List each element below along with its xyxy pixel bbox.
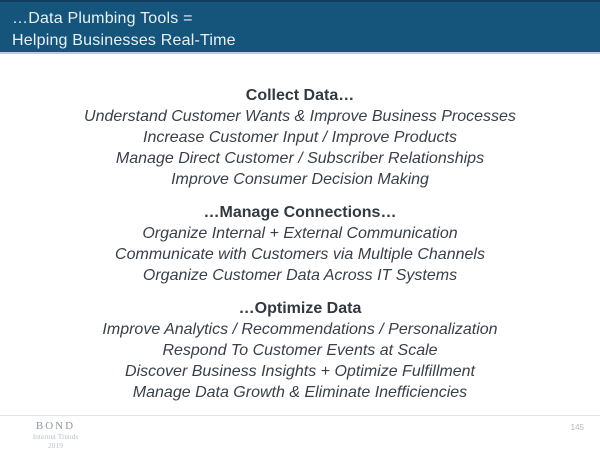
section-line: Increase Customer Input / Improve Products xyxy=(143,129,457,146)
slide-title-line2: Helping Businesses Real-Time xyxy=(12,32,236,49)
bond-logo-year: 2019 xyxy=(48,441,63,450)
section-line: Manage Direct Customer / Subscriber Relationships xyxy=(115,150,485,167)
footer-divider xyxy=(0,415,600,416)
section-line: Improve Consumer Decision Making xyxy=(171,171,429,188)
slide-body xyxy=(0,56,600,415)
bond-logo-subtitle: Internet Trends xyxy=(32,432,79,441)
section-line: Improve Analytics / Recommendations / Personalization xyxy=(102,321,498,338)
section-optimize-data xyxy=(0,298,600,403)
page-number: 145 xyxy=(570,423,584,432)
section-manage-connections xyxy=(0,202,600,286)
slide-title-line1: …Data Plumbing Tools = xyxy=(12,10,193,27)
section-title: Collect Data… xyxy=(245,87,355,104)
section-collect-data xyxy=(0,85,600,190)
slide-header xyxy=(0,0,600,54)
bond-logo-name: BOND xyxy=(35,420,76,432)
bond-logo xyxy=(18,420,93,450)
section-line: Respond To Customer Events at Scale xyxy=(162,342,438,359)
section-line: Discover Business Insights + Optimize Fulfillment xyxy=(125,363,475,380)
section-line: Understand Customer Wants & Improve Business Processes xyxy=(84,108,516,125)
section-line: Communicate with Customers via Multiple Channels xyxy=(115,246,485,263)
section-line: Organize Customer Data Across IT Systems xyxy=(142,267,458,284)
section-title: …Optimize Data xyxy=(238,300,362,317)
section-title: …Manage Connections… xyxy=(203,204,397,221)
section-line: Organize Internal + External Communication xyxy=(142,225,458,242)
section-line: Manage Data Growth & Eliminate Inefficiencies xyxy=(132,384,468,401)
